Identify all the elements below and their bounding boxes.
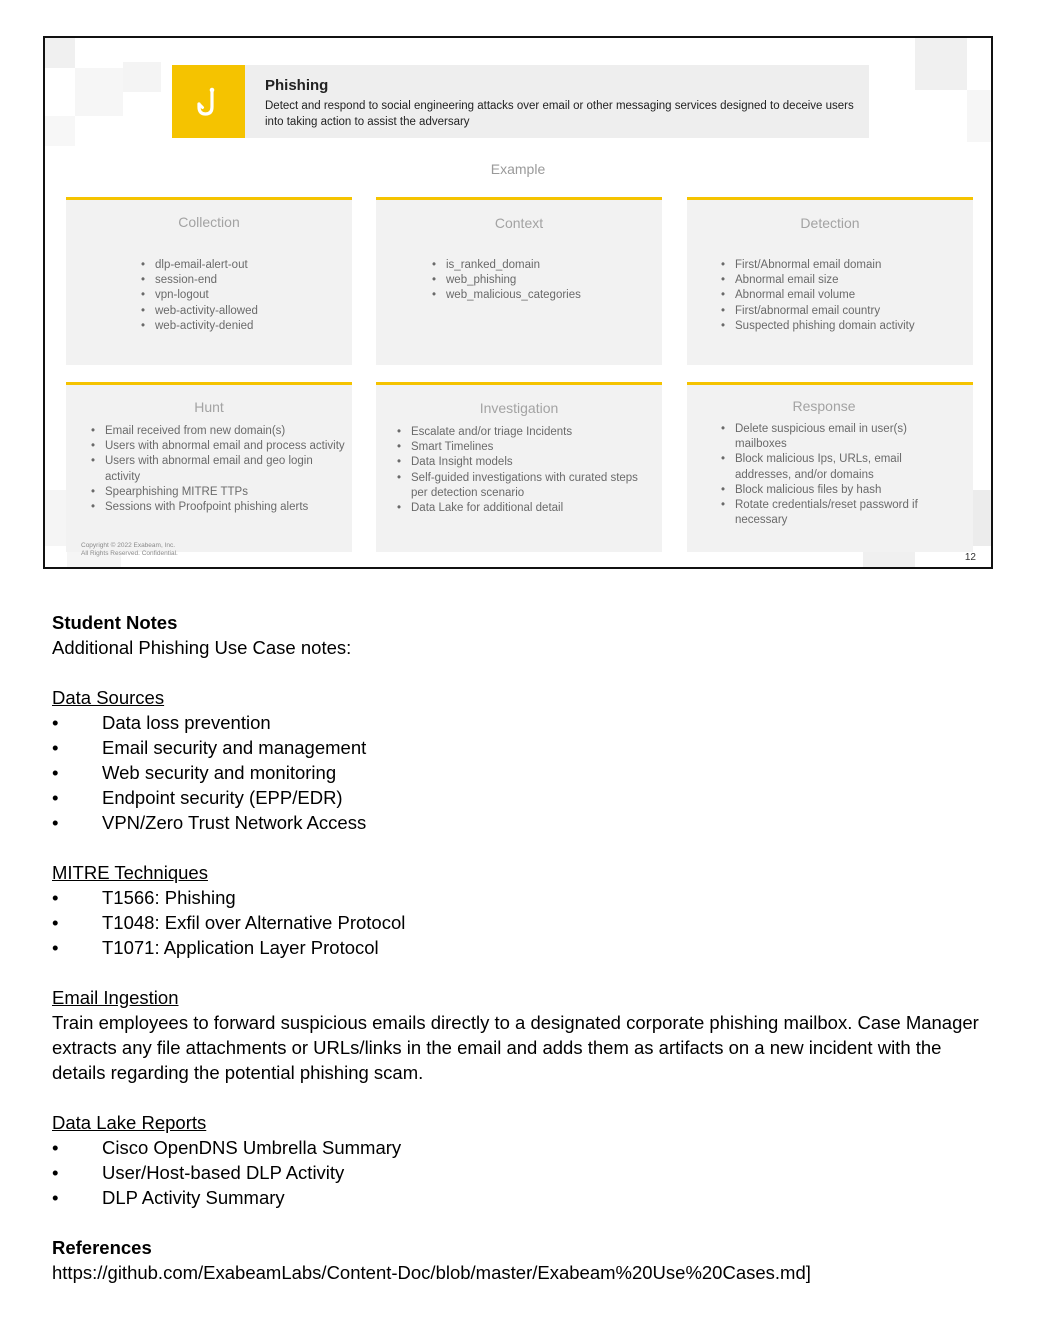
list-item: • is_ranked_domain (432, 258, 581, 273)
card-detection (687, 197, 973, 365)
fishing-hook-icon (172, 65, 245, 138)
list-item: • Users with abnormal email and process activity (91, 439, 349, 454)
decor-square (967, 90, 993, 142)
card-investigation (376, 382, 662, 552)
slide (43, 36, 993, 569)
page-number: 12 (964, 552, 976, 563)
list-item: • Abnormal email volume (721, 288, 915, 303)
decor-square (45, 38, 75, 68)
list-item: • Smart Timelines (397, 440, 647, 455)
list-item: • First/Abnormal email domain (721, 258, 915, 273)
reference-link[interactable]: https://github.com/ExabeamLabs/Content-Doc/blob/master/Exabeam%20Use%20Cases.md] (52, 1262, 811, 1283)
list-item: • Abnormal email size (721, 273, 915, 288)
list-item: • web-activity-denied (141, 319, 258, 334)
list-item: • Suspected phishing domain activity (721, 319, 915, 334)
card-list (721, 258, 915, 334)
list-item: • Block malicious files by hash (721, 483, 921, 498)
use-case-title: Phishing (265, 77, 329, 94)
card-title: Hunt (194, 399, 224, 415)
notes-heading: Student Notes (52, 612, 178, 633)
section-label: Example (490, 161, 546, 177)
card-list (397, 425, 647, 516)
list-item: • Spearphishing MITRE TTPs (91, 485, 349, 500)
card-list (141, 258, 258, 334)
list-item: • Cisco OpenDNS Umbrella Summary (52, 1135, 1012, 1160)
references-heading: References (52, 1237, 152, 1258)
list-item: • Email received from new domain(s) (91, 424, 349, 439)
list-item: • T1071: Application Layer Protocol (52, 935, 1012, 960)
list-item: • Email security and management (52, 735, 1012, 760)
list-item: • web_malicious_categories (432, 288, 581, 303)
use-case-description: Detect and respond to social engineering attacks over email or other messaging services designed to deceive users into taking action to assist the adversary (265, 100, 854, 128)
mitre-heading: MITRE Techniques (52, 862, 208, 883)
card-title: Detection (800, 215, 860, 231)
list-item: • T1566: Phishing (52, 885, 1012, 910)
decor-square (45, 490, 67, 546)
copyright (81, 542, 178, 558)
copyright-line: All Rights Reserved. Confidential. (81, 550, 178, 557)
card-title: Collection (178, 214, 240, 230)
list-item: • Rotate credentials/reset password if necessary (721, 498, 921, 528)
list-item: • DLP Activity Summary (52, 1185, 1012, 1210)
student-notes (52, 610, 1012, 1285)
card-context (376, 197, 662, 365)
data-lake-heading: Data Lake Reports (52, 1112, 207, 1133)
list-item: • Data loss prevention (52, 710, 1012, 735)
data-sources-heading: Data Sources (52, 687, 165, 708)
list-item: • User/Host-based DLP Activity (52, 1160, 1012, 1185)
email-ingestion-text: Train employees to forward suspicious emails directly to a designated corporate phishing mailbox. Case Manager extracts any file attachments or URLs/links in the email and adds them as artifacts on a new incident with the details regarding the potential phishing scam. (52, 1012, 979, 1083)
decor-square (75, 68, 123, 116)
list-item: • VPN/Zero Trust Network Access (52, 810, 1012, 835)
copyright-line: Copyright © 2022 Exabeam, Inc. (81, 542, 176, 549)
list-item: • Escalate and/or triage Incidents (397, 425, 647, 440)
use-case-banner (172, 65, 869, 138)
list-item: • dlp-email-alert-out (141, 258, 258, 273)
list-item: • vpn-logout (141, 288, 258, 303)
card-list (721, 422, 921, 528)
list-item: • Users with abnormal email and geo login activity (91, 454, 349, 484)
list-item: • Delete suspicious email in user(s) mailboxes (721, 422, 921, 452)
list-item: • Sessions with Proofpoint phishing alerts (91, 500, 349, 515)
list-item: • First/abnormal email country (721, 304, 915, 319)
list-item: • Data Lake for additional detail (397, 501, 647, 516)
card-response (687, 382, 973, 552)
decor-square (45, 116, 75, 146)
list-item: • Web security and monitoring (52, 760, 1012, 785)
card-title: Investigation (479, 400, 559, 416)
list-item: • session-end (141, 273, 258, 288)
list-item: • Block malicious Ips, URLs, email addresses, and/or domains (721, 452, 921, 482)
card-collection (66, 197, 352, 365)
decor-square (123, 62, 161, 92)
card-hunt (66, 382, 352, 552)
card-list (91, 424, 349, 515)
card-title: Context (494, 215, 544, 231)
card-title: Response (792, 398, 856, 414)
decor-square (915, 38, 967, 90)
list-item: • Endpoint security (EPP/EDR) (52, 785, 1012, 810)
list-item: • web-activity-allowed (141, 304, 258, 319)
list-item: • T1048: Exfil over Alternative Protocol (52, 910, 1012, 935)
email-ingestion-heading: Email Ingestion (52, 987, 179, 1008)
card-list (432, 258, 581, 304)
list-item: • Data Insight models (397, 455, 647, 470)
list-item: • Self-guided investigations with curated steps per detection scenario (397, 471, 647, 501)
notes-intro: Additional Phishing Use Case notes: (52, 637, 352, 658)
list-item: • web_phishing (432, 273, 581, 288)
